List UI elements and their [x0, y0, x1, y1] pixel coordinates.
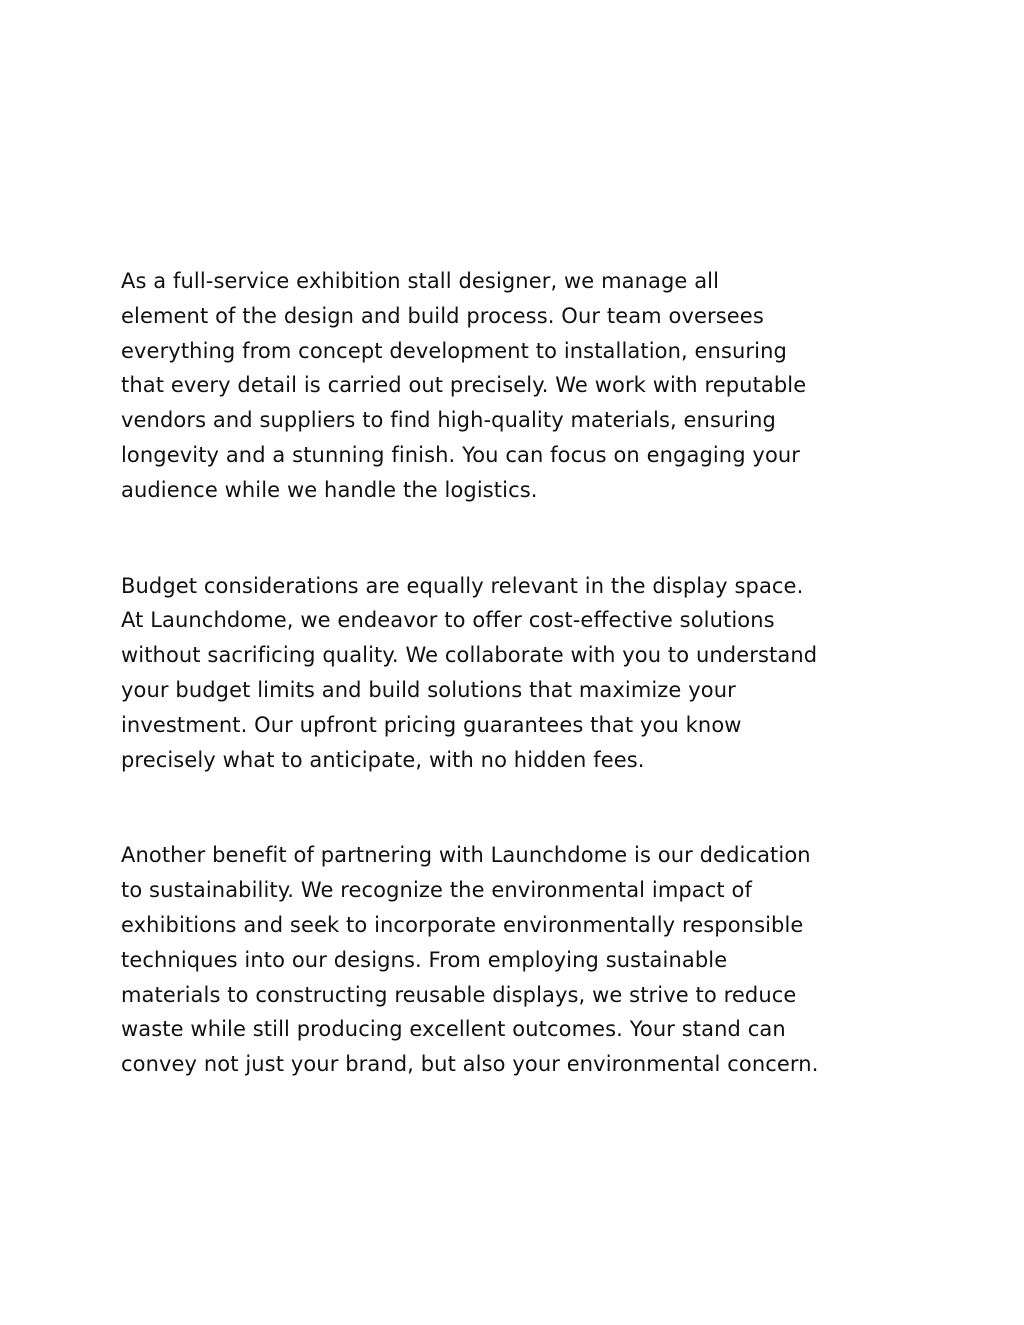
paragraph-line: techniques into our designs. From employing sustainable [121, 947, 728, 972]
paragraph-exhibition-service [121, 264, 921, 508]
paragraph-line: everything from concept development to installation, ensuring [121, 338, 787, 363]
paragraph-line: Budget considerations are equally relevant in the display space. [121, 573, 804, 598]
paragraph-line: precisely what to anticipate, with no hidden fees. [121, 747, 645, 772]
paragraph-line: Another benefit of partnering with Launchdome is our dedication [121, 843, 811, 868]
paragraph-budget [121, 569, 921, 778]
paragraph-line: waste while still producing excellent outcomes. Your stand can [121, 1017, 786, 1042]
paragraph-line: element of the design and build process. Our team oversees [121, 303, 764, 328]
paragraph-line: that every detail is carried out precisely. We work with reputable [121, 373, 807, 398]
paragraph-line: exhibitions and seek to incorporate environmentally responsible [121, 912, 804, 937]
paragraph-line: audience while we handle the logistics. [121, 477, 538, 502]
paragraph-line: without sacrificing quality. We collaborate with you to understand [121, 643, 818, 668]
paragraph-sustainability [121, 838, 921, 1082]
paragraph-line: investment. Our upfront pricing guarantees that you know [121, 712, 742, 737]
paragraph-line: vendors and suppliers to find high-quality materials, ensuring [121, 408, 776, 433]
paragraph-line: As a full-service exhibition stall designer, we manage all [121, 269, 720, 293]
paragraph-line: convey not just your brand, but also your environmental concern. [121, 1052, 819, 1077]
document-body [121, 264, 921, 1082]
paragraph-line: materials to constructing reusable displays, we strive to reduce [121, 982, 797, 1007]
paragraph-line: longevity and a stunning finish. You can focus on engaging your [121, 442, 801, 467]
paragraph-line: your budget limits and build solutions that maximize your [121, 677, 736, 702]
paragraph-line: At Launchdome, we endeavor to offer cost-effective solutions [121, 608, 775, 633]
paragraph-line: to sustainability. We recognize the environmental impact of [121, 878, 752, 903]
